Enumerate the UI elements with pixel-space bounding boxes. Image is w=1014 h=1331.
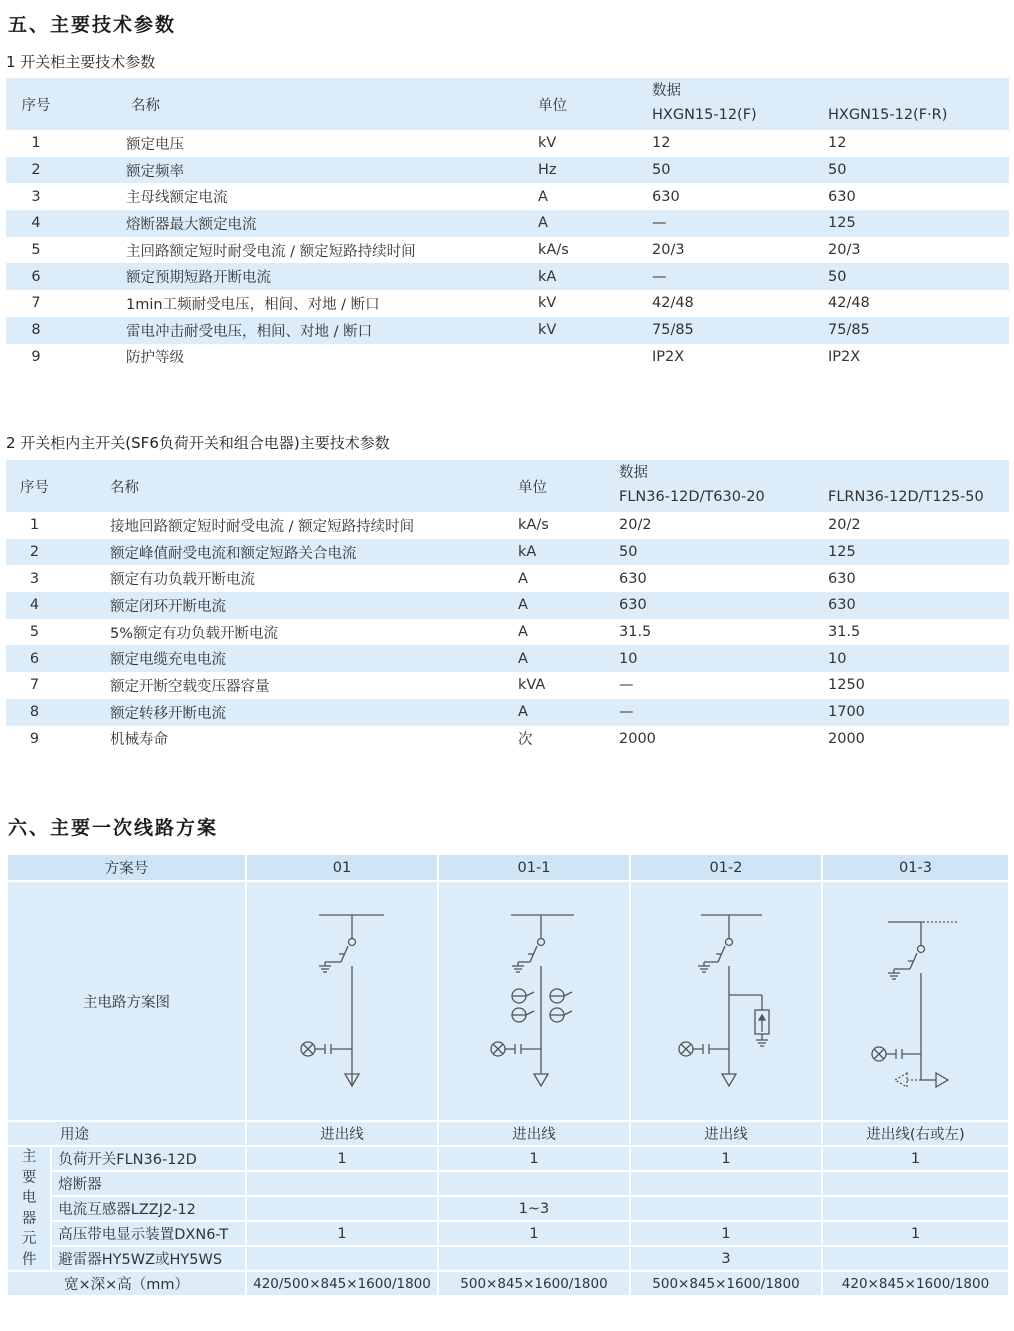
dimension-label: 宽×深×高（mm） xyxy=(7,1271,246,1296)
diagram-label: 主电路方案图 xyxy=(7,881,246,1121)
table-row xyxy=(6,699,1009,726)
row-no: 9 xyxy=(6,726,63,753)
table1 xyxy=(6,78,1009,370)
component-value: 1 xyxy=(438,1146,630,1171)
row-name: 额定峰值耐受电流和额定短路关合电流 xyxy=(63,539,518,566)
component-value xyxy=(630,1171,822,1196)
row-name: 1min工频耐受电压，相间、对地 / 断口 xyxy=(66,290,538,317)
table-row xyxy=(6,263,1009,290)
row-name: 额定预期短路开断电流 xyxy=(66,263,538,290)
scheme-01: 01 xyxy=(246,854,438,881)
header-name: 名称 xyxy=(66,78,538,130)
row-value-a: 12 xyxy=(652,130,828,157)
row-value-b: 1250 xyxy=(828,672,1009,699)
row-value-a: 630 xyxy=(619,592,828,619)
row-unit: kVA xyxy=(518,672,619,699)
component-value xyxy=(438,1171,630,1196)
row-no: 4 xyxy=(6,592,63,619)
table-row xyxy=(6,130,1009,157)
row-value-a: — xyxy=(619,672,828,699)
section6-title: 六、主要一次线路方案 xyxy=(8,817,219,839)
component-value: 1 xyxy=(438,1221,630,1246)
row-unit: kA/s xyxy=(538,237,652,264)
header-data: 数据 xyxy=(652,78,1009,100)
header-no: 序号 xyxy=(6,460,63,512)
table-row xyxy=(6,512,1009,539)
row-unit: A xyxy=(518,699,619,726)
component-value: 1 xyxy=(630,1221,822,1246)
row-value-b: IP2X xyxy=(828,344,1009,371)
scheme-01-2: 01-2 xyxy=(630,854,822,881)
row-name: 防护等级 xyxy=(66,344,538,371)
row-value-b: 10 xyxy=(828,645,1009,672)
row-no: 3 xyxy=(6,183,66,210)
row-no: 7 xyxy=(6,290,66,317)
component-value xyxy=(246,1171,438,1196)
row-no: 8 xyxy=(6,317,66,344)
component-value xyxy=(822,1246,1009,1271)
row-value-b: 31.5 xyxy=(828,619,1009,646)
row-name: 额定频率 xyxy=(66,157,538,184)
row-value-a: 31.5 xyxy=(619,619,828,646)
row-name: 接地回路额定短时耐受电流 / 额定短路持续时间 xyxy=(63,512,518,539)
component-name: 负荷开关FLN36-12D xyxy=(51,1146,246,1171)
table-row xyxy=(6,726,1009,753)
row-name: 额定电压 xyxy=(66,130,538,157)
table-row xyxy=(6,237,1009,264)
row-name: 额定开断空载变压器容量 xyxy=(63,672,518,699)
header-model-a: HXGN15-12(F) xyxy=(652,100,828,130)
component-name: 熔断器 xyxy=(51,1171,246,1196)
table-row xyxy=(6,539,1009,566)
row-value-b: 20/2 xyxy=(828,512,1009,539)
row-unit: kV xyxy=(538,130,652,157)
header-data: 数据 xyxy=(619,460,1009,482)
row-no: 1 xyxy=(6,512,63,539)
row-unit: A xyxy=(518,592,619,619)
row-unit: 次 xyxy=(518,726,619,753)
component-value xyxy=(822,1196,1009,1221)
row-name: 雷电冲击耐受电压，相间、对地 / 断口 xyxy=(66,317,538,344)
table1-subtitle: 1 开关柜主要技术参数 xyxy=(6,53,156,71)
component-value xyxy=(246,1196,438,1221)
row-value-a: 75/85 xyxy=(652,317,828,344)
component-value: 1 xyxy=(822,1146,1009,1171)
component-value: 1 xyxy=(246,1146,438,1171)
component-value: 1 xyxy=(246,1221,438,1246)
header-unit: 单位 xyxy=(538,78,652,130)
usage-01-3: 进出线(右或左) xyxy=(822,1121,1009,1146)
row-no: 5 xyxy=(6,237,66,264)
table-row xyxy=(6,344,1009,371)
row-no: 6 xyxy=(6,263,66,290)
row-value-a: 2000 xyxy=(619,726,828,753)
component-value: 1~3 xyxy=(438,1196,630,1221)
row-value-a: 20/3 xyxy=(652,237,828,264)
row-unit: Hz xyxy=(538,157,652,184)
row-value-b: 2000 xyxy=(828,726,1009,753)
scheme-label: 方案号 xyxy=(7,854,246,881)
row-unit: kV xyxy=(538,290,652,317)
row-no: 8 xyxy=(6,699,63,726)
table-row xyxy=(6,619,1009,646)
row-value-a: 630 xyxy=(652,183,828,210)
row-value-b: 125 xyxy=(828,539,1009,566)
row-value-b: 630 xyxy=(828,183,1009,210)
component-value xyxy=(438,1246,630,1271)
row-value-b: 50 xyxy=(828,263,1009,290)
usage-01-2: 进出线 xyxy=(630,1121,822,1146)
header-no: 序号 xyxy=(6,78,66,130)
table-row xyxy=(6,317,1009,344)
row-name: 主回路额定短时耐受电流 / 额定短路持续时间 xyxy=(66,237,538,264)
component-value xyxy=(246,1246,438,1271)
row-no: 4 xyxy=(6,210,66,237)
row-no: 2 xyxy=(6,539,63,566)
dimension-value: 500×845×1600/1800 xyxy=(438,1271,630,1296)
dimension-value: 420/500×845×1600/1800 xyxy=(246,1271,438,1296)
row-value-a: 50 xyxy=(619,539,828,566)
usage-01: 进出线 xyxy=(246,1121,438,1146)
component-name: 高压带电显示装置DXN6-T xyxy=(51,1221,246,1246)
row-value-b: 630 xyxy=(828,592,1009,619)
section5-title: 五、主要技术参数 xyxy=(8,14,177,36)
row-value-b: 12 xyxy=(828,130,1009,157)
row-unit: A xyxy=(538,183,652,210)
row-value-b: 20/3 xyxy=(828,237,1009,264)
row-unit: A xyxy=(518,565,619,592)
row-no: 9 xyxy=(6,344,66,371)
row-unit: A xyxy=(538,210,652,237)
row-no: 1 xyxy=(6,130,66,157)
table-row xyxy=(6,210,1009,237)
row-unit: kA xyxy=(538,263,652,290)
row-name: 额定闭环开断电流 xyxy=(63,592,518,619)
row-unit: kA xyxy=(518,539,619,566)
component-value xyxy=(822,1171,1009,1196)
table-row xyxy=(6,672,1009,699)
row-value-a: — xyxy=(652,210,828,237)
row-unit: kA/s xyxy=(518,512,619,539)
usage-01-1: 进出线 xyxy=(438,1121,630,1146)
row-name: 主母线额定电流 xyxy=(66,183,538,210)
circuit-diagram-01-2 xyxy=(630,881,822,1121)
row-unit xyxy=(538,344,652,371)
row-value-a: 10 xyxy=(619,645,828,672)
row-unit: A xyxy=(518,645,619,672)
table-row xyxy=(6,565,1009,592)
table2 xyxy=(6,460,1009,752)
row-value-a: 42/48 xyxy=(652,290,828,317)
table-row xyxy=(6,592,1009,619)
row-value-a: 630 xyxy=(619,565,828,592)
row-unit: A xyxy=(518,619,619,646)
row-no: 2 xyxy=(6,157,66,184)
row-value-b: 50 xyxy=(828,157,1009,184)
header-model-b: FLRN36-12D/T125-50 xyxy=(828,482,1009,512)
row-no: 6 xyxy=(6,645,63,672)
row-no: 7 xyxy=(6,672,63,699)
component-value xyxy=(630,1196,822,1221)
scheme-01-1: 01-1 xyxy=(438,854,630,881)
table-row xyxy=(6,290,1009,317)
component-value: 1 xyxy=(822,1221,1009,1246)
header-model-a: FLN36-12D/T630-20 xyxy=(619,482,828,512)
dimension-value: 500×845×1600/1800 xyxy=(630,1271,822,1296)
row-value-a: 50 xyxy=(652,157,828,184)
row-value-b: 630 xyxy=(828,565,1009,592)
row-no: 5 xyxy=(6,619,63,646)
circuit-diagram-01 xyxy=(246,881,438,1121)
row-no: 3 xyxy=(6,565,63,592)
row-value-b: 125 xyxy=(828,210,1009,237)
table2-subtitle: 2 开关柜内主开关(SF6负荷开关和组合电器)主要技术参数 xyxy=(6,434,390,452)
row-name: 额定电缆充电电流 xyxy=(63,645,518,672)
header-model-b: HXGN15-12(F·R) xyxy=(828,100,1009,130)
table-row xyxy=(6,157,1009,184)
table-row xyxy=(6,183,1009,210)
row-value-a: IP2X xyxy=(652,344,828,371)
circuit-diagram-01-1 xyxy=(438,881,630,1121)
row-value-a: — xyxy=(652,263,828,290)
row-name: 5%额定有功负载开断电流 xyxy=(63,619,518,646)
row-unit: kV xyxy=(538,317,652,344)
row-name: 机械寿命 xyxy=(63,726,518,753)
component-name: 电流互感器LZZJ2-12 xyxy=(51,1196,246,1221)
row-value-b: 1700 xyxy=(828,699,1009,726)
table-row xyxy=(6,645,1009,672)
row-name: 额定转移开断电流 xyxy=(63,699,518,726)
row-value-a: — xyxy=(619,699,828,726)
scheme-01-3: 01-3 xyxy=(822,854,1009,881)
row-name: 熔断器最大额定电流 xyxy=(66,210,538,237)
scheme-table xyxy=(6,853,1010,1297)
component-value: 3 xyxy=(630,1246,822,1271)
header-name: 名称 xyxy=(63,460,518,512)
row-value-a: 20/2 xyxy=(619,512,828,539)
dimension-value: 420×845×1600/1800 xyxy=(822,1271,1009,1296)
component-value: 1 xyxy=(630,1146,822,1171)
header-unit: 单位 xyxy=(518,460,619,512)
row-value-b: 42/48 xyxy=(828,290,1009,317)
components-group-label: 主 要 电 器 元 件 xyxy=(7,1146,51,1271)
row-name: 额定有功负载开断电流 xyxy=(63,565,518,592)
component-name: 避雷器HY5WZ或HY5WS xyxy=(51,1246,246,1271)
row-value-b: 75/85 xyxy=(828,317,1009,344)
usage-label: 用途 xyxy=(7,1121,246,1146)
circuit-diagram-01-3 xyxy=(822,881,1009,1121)
